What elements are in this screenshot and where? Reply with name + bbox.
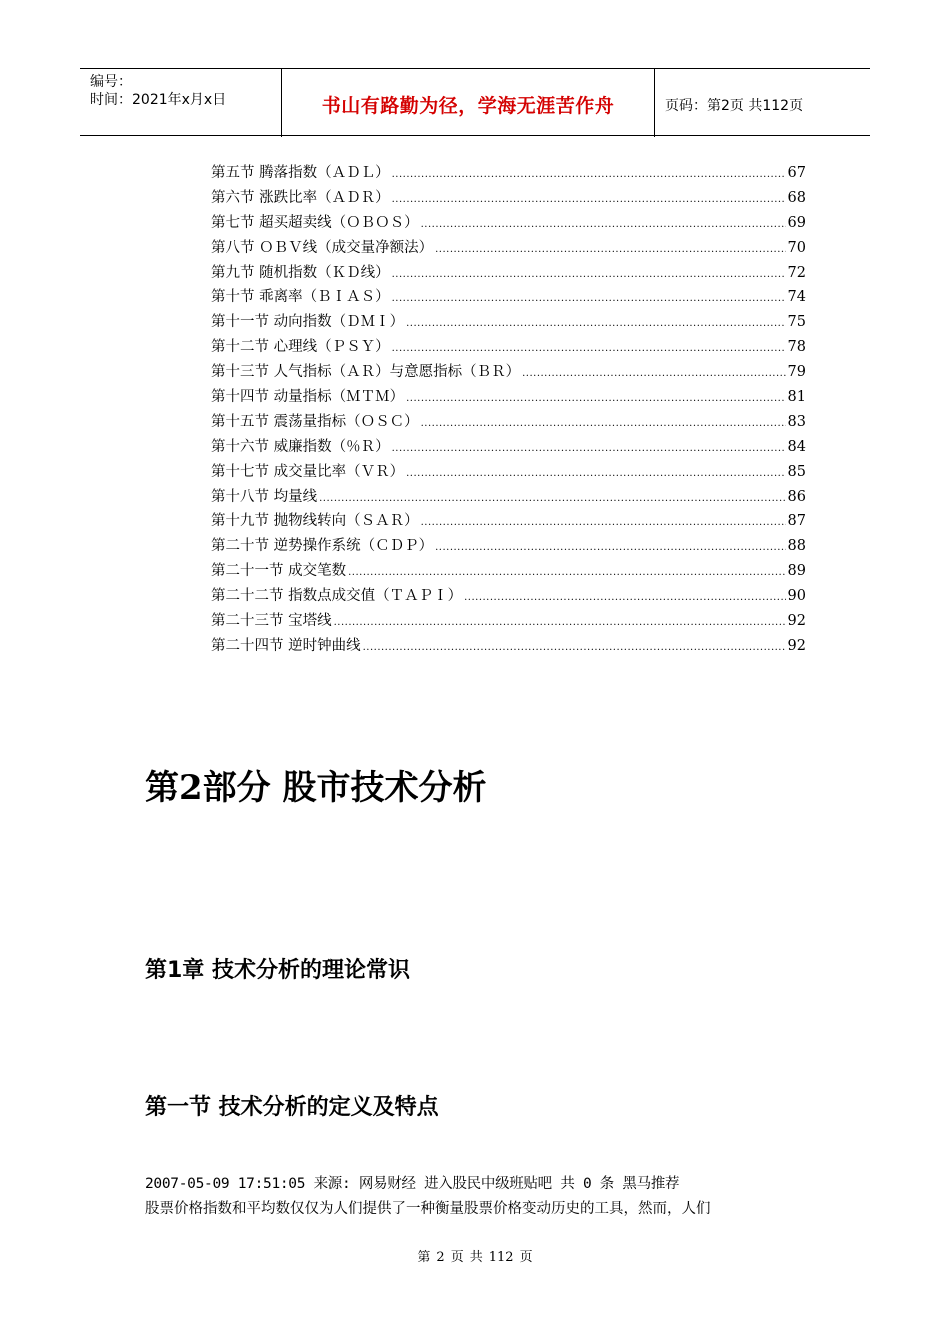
header-motto: 书山有路勤为径，学海无涯苦作舟 — [321, 95, 615, 117]
toc-entry-page: 90 — [787, 588, 806, 605]
toc-entry[interactable] — [211, 186, 806, 211]
toc-dot-leader — [406, 393, 785, 404]
toc-entry-title: 第十七节 成交量比率（ＶＲ） — [211, 463, 405, 480]
toc-dot-leader — [435, 542, 785, 553]
toc-dot-leader — [392, 269, 786, 280]
toc-entry-title: 第二十四节 逆时钟曲线 — [211, 637, 361, 654]
toc-entry-title: 第十四节 动量指标（ＭＴＭ） — [211, 389, 405, 406]
toc-entry-page: 70 — [787, 239, 806, 256]
toc-dot-leader — [406, 468, 785, 479]
toc-dot-leader — [522, 368, 785, 379]
time-label: 时间：2021年x月x日 — [90, 92, 227, 108]
footer-text: 共 — [469, 1250, 483, 1265]
toc-entry[interactable] — [211, 211, 806, 236]
header-divider — [654, 69, 655, 137]
toc-entry[interactable] — [211, 385, 806, 410]
toc-entry-page: 92 — [787, 637, 806, 654]
toc-dot-leader — [464, 592, 785, 603]
toc-entry-page: 79 — [787, 364, 806, 381]
toc-entry[interactable] — [211, 509, 806, 534]
toc-dot-leader — [363, 642, 786, 653]
toc-entry-title: 第六节 涨跌比率（ＡＤＲ） — [211, 189, 390, 206]
toc-dot-leader — [392, 343, 786, 354]
toc-entry-page: 72 — [787, 264, 806, 281]
toc-entry-title: 第十三节 人气指标（ＡＲ）与意愿指标（ＢＲ） — [211, 364, 521, 381]
toc-dot-leader — [348, 567, 785, 578]
number-label: 编号： — [90, 74, 132, 90]
toc-entry[interactable] — [211, 485, 806, 510]
footer-total: 112 — [488, 1250, 514, 1265]
toc-entry-title: 第八节 ＯＢＶ线（成交量净额法） — [211, 239, 434, 256]
toc-entry-title: 第二十二节 指数点成交值（ＴＡＰＩ） — [211, 588, 463, 605]
toc-entry-title: 第七节 超买超卖线（ＯＢＯＳ） — [211, 214, 419, 231]
toc-entry[interactable] — [211, 335, 806, 360]
toc-dot-leader — [392, 169, 786, 180]
toc-entry[interactable] — [211, 285, 806, 310]
toc-entry-title: 第二十节 逆势操作系统（ＣＤＰ） — [211, 538, 434, 555]
toc-entry-page: 75 — [787, 314, 806, 331]
toc-entry[interactable] — [211, 609, 806, 634]
toc-dot-leader — [435, 244, 785, 255]
toc-entry-page: 92 — [787, 613, 806, 630]
toc-entry-title: 第二十三节 宝塔线 — [211, 613, 332, 630]
toc-entry-page: 85 — [787, 463, 806, 480]
toc-entry-page: 78 — [787, 339, 806, 356]
header-left — [90, 73, 226, 109]
toc-entry[interactable] — [211, 559, 806, 584]
article-meta: 2007-05-09 17:51:05 来源: 网易财经 进入股民中级班贴吧 共 0 条 黑马推荐 — [145, 1176, 680, 1192]
toc-entry-page: 81 — [787, 389, 806, 406]
page-footer — [0, 1246, 950, 1265]
footer-text: 页 — [519, 1250, 533, 1265]
toc-entry[interactable] — [211, 236, 806, 261]
part-title: 第2部分 股市技术分析 — [145, 768, 487, 808]
toc-entry-title: 第十五节 震荡量指标（ＯＳＣ） — [211, 413, 419, 430]
toc-entry[interactable] — [211, 534, 806, 559]
toc-entry-page: 74 — [787, 289, 806, 306]
chapter-title: 第1章 技术分析的理论常识 — [145, 958, 410, 983]
toc-entry-page: 87 — [787, 513, 806, 530]
header-page-info: 页码：第2页 共112页 — [665, 98, 804, 114]
toc-entry-page: 84 — [787, 438, 806, 455]
header-table — [80, 68, 870, 136]
footer-text: 第 — [417, 1250, 431, 1265]
toc-dot-leader — [421, 219, 786, 230]
toc-entry[interactable] — [211, 435, 806, 460]
footer-page: 2 — [436, 1250, 445, 1265]
toc-entry[interactable] — [211, 634, 806, 659]
toc-entry-page: 88 — [787, 538, 806, 555]
toc-entry-page: 89 — [787, 563, 806, 580]
toc-dot-leader — [334, 617, 786, 628]
toc-dot-leader — [392, 293, 786, 304]
toc-dot-leader — [392, 443, 786, 454]
toc-entry-title: 第二十一节 成交笔数 — [211, 563, 347, 580]
toc-entry-title: 第五节 腾落指数（ＡＤＬ） — [211, 165, 390, 181]
toc-entry[interactable] — [211, 584, 806, 609]
toc-entry-title: 第十九节 抛物线转向（ＳＡＲ） — [211, 513, 419, 530]
toc-dot-leader — [421, 517, 786, 528]
toc-entry[interactable] — [211, 261, 806, 286]
body-text: 股票价格指数和平均数仅仅为人们提供了一种衡量股票价格变动历史的工具，然而，人们 — [145, 1201, 711, 1217]
footer-text: 页 — [450, 1250, 464, 1265]
toc-entry-title: 第十六节 威廉指数（％Ｒ） — [211, 438, 390, 455]
toc-dot-leader — [319, 493, 785, 504]
toc-dot-leader — [406, 318, 785, 329]
toc-entry-page: 83 — [787, 413, 806, 430]
toc-entry-page: 86 — [787, 488, 806, 505]
toc-entry-page: 67 — [787, 165, 806, 181]
toc-dot-leader — [421, 418, 786, 429]
toc-entry[interactable] — [211, 310, 806, 335]
toc-dot-leader — [392, 194, 786, 205]
toc-entry-page: 69 — [787, 214, 806, 231]
toc-entry-title: 第九节 随机指数（ＫＤ线） — [211, 264, 390, 281]
toc-entry-page: 68 — [787, 189, 806, 206]
toc-entry-title: 第十一节 动向指数（ＤＭＩ） — [211, 314, 405, 331]
toc-entry[interactable] — [211, 460, 806, 485]
toc-entry[interactable] — [211, 161, 806, 186]
section-title: 第一节 技术分析的定义及特点 — [145, 1095, 439, 1120]
table-of-contents — [211, 161, 806, 659]
toc-entry[interactable] — [211, 360, 806, 385]
toc-entry-title: 第十八节 均量线 — [211, 488, 318, 505]
toc-entry-title: 第十节 乖离率（ＢＩＡＳ） — [211, 289, 390, 306]
toc-entry-title: 第十二节 心理线（ＰＳＹ） — [211, 339, 390, 356]
toc-entry[interactable] — [211, 410, 806, 435]
